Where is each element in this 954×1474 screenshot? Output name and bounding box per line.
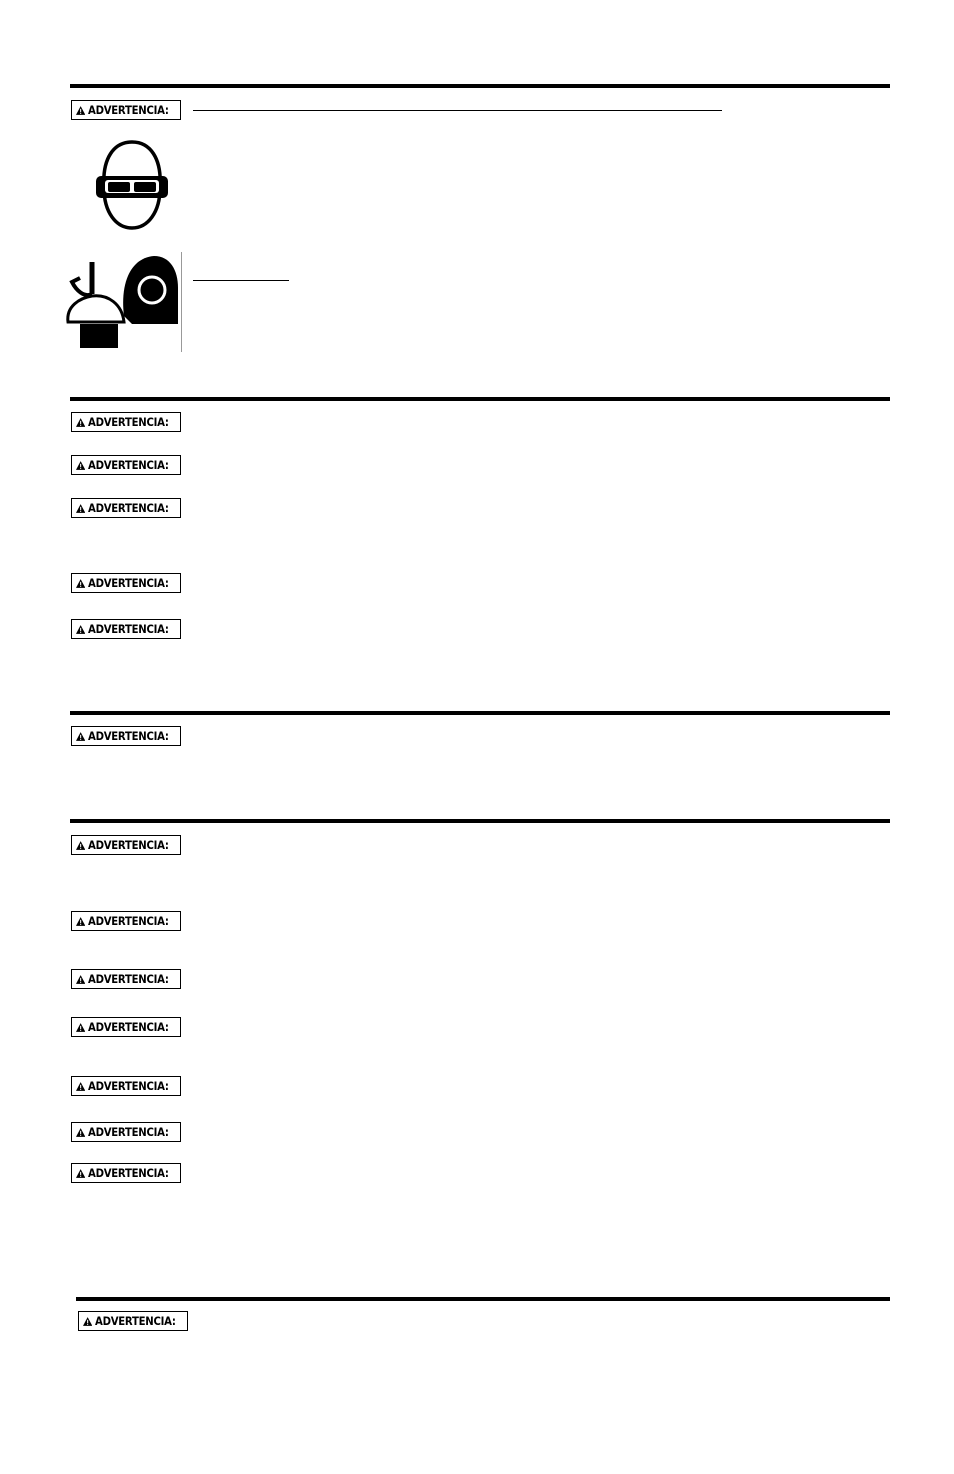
warning-badge xyxy=(78,1311,188,1331)
warning-label: ADVERTENCIA: xyxy=(88,103,169,117)
warning-badge xyxy=(71,726,181,746)
warning-label: ADVERTENCIA: xyxy=(88,622,169,636)
warning-badge xyxy=(71,1122,181,1142)
warning-triangle-icon xyxy=(76,1126,85,1139)
image-divider xyxy=(181,252,182,352)
warning-triangle-icon xyxy=(76,839,85,852)
warning-badge xyxy=(71,1076,181,1096)
warning-label: ADVERTENCIA: xyxy=(88,415,169,429)
section-divider xyxy=(70,397,890,401)
warning-badge xyxy=(71,455,181,475)
warning-label: ADVERTENCIA: xyxy=(88,729,169,743)
warning-triangle-icon xyxy=(76,1167,85,1180)
section-divider xyxy=(70,819,890,823)
warning-triangle-icon xyxy=(76,502,85,515)
warning-badge xyxy=(71,619,181,639)
warning-triangle-icon xyxy=(76,973,85,986)
safety-goggles-icon xyxy=(92,138,172,232)
warning-badge xyxy=(71,835,181,855)
warning-label: ADVERTENCIA: xyxy=(88,458,169,472)
warning-label: ADVERTENCIA: xyxy=(88,838,169,852)
warning-triangle-icon xyxy=(76,459,85,472)
warning-label: ADVERTENCIA: xyxy=(88,972,169,986)
warning-triangle-icon xyxy=(83,1315,92,1328)
warning-label: ADVERTENCIA: xyxy=(88,914,169,928)
warning-label: ADVERTENCIA: xyxy=(88,1166,169,1180)
warning-badge xyxy=(71,1017,181,1037)
warning-badge xyxy=(71,100,181,120)
section-divider xyxy=(70,84,890,88)
warning-triangle-icon xyxy=(76,730,85,743)
warning-triangle-icon xyxy=(76,1021,85,1034)
warning-label: ADVERTENCIA: xyxy=(88,576,169,590)
warning-badge xyxy=(71,498,181,518)
warning-label: ADVERTENCIA: xyxy=(88,501,169,515)
heading-underline xyxy=(193,280,289,281)
dust-mask-hearing-protection-icon xyxy=(62,254,180,350)
warning-triangle-icon xyxy=(76,915,85,928)
warning-triangle-icon xyxy=(76,623,85,636)
warning-badge xyxy=(71,573,181,593)
section-divider xyxy=(70,711,890,715)
warning-triangle-icon xyxy=(76,416,85,429)
warning-badge xyxy=(71,1163,181,1183)
warning-badge xyxy=(71,911,181,931)
section-divider xyxy=(76,1297,890,1301)
warning-label: ADVERTENCIA: xyxy=(88,1020,169,1034)
warning-label: ADVERTENCIA: xyxy=(88,1079,169,1093)
warning-badge xyxy=(71,969,181,989)
heading-underline xyxy=(193,110,722,111)
warning-triangle-icon xyxy=(76,104,85,117)
warning-triangle-icon xyxy=(76,577,85,590)
warning-triangle-icon xyxy=(76,1080,85,1093)
warning-label: ADVERTENCIA: xyxy=(95,1314,176,1328)
warning-badge xyxy=(71,412,181,432)
warning-label: ADVERTENCIA: xyxy=(88,1125,169,1139)
